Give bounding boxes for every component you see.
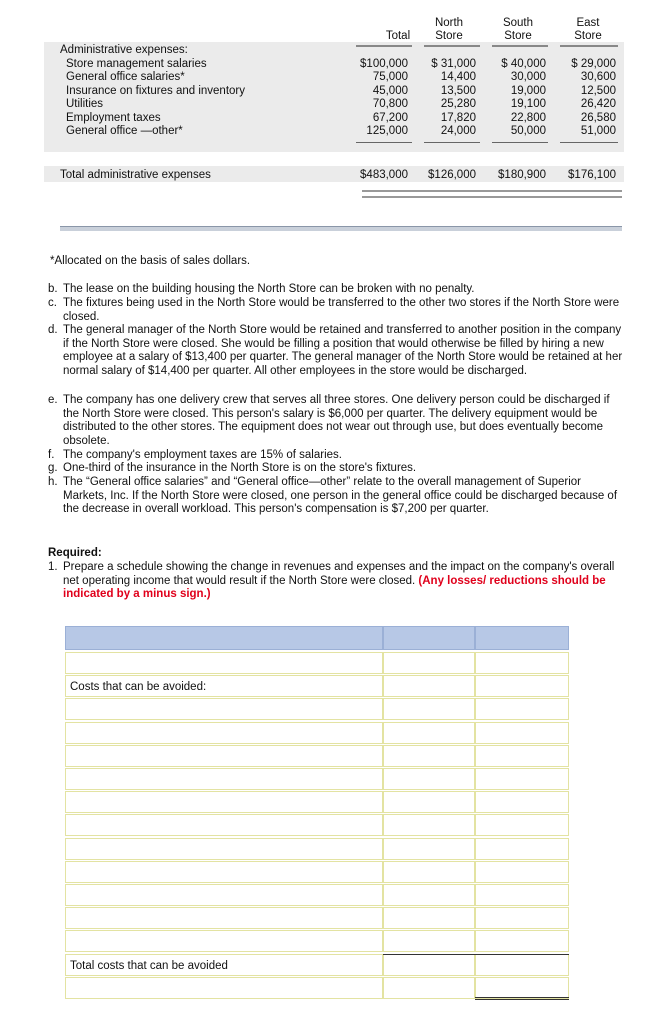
cell-north: 17,820 xyxy=(440,112,476,124)
note-text: The fixtures being used in the North Store would be transferred to the other two stores if the North Store were closed. xyxy=(63,297,620,323)
section-label-row xyxy=(44,44,624,56)
grid-label-cell[interactable] xyxy=(65,675,383,697)
cell-total: $100,000 xyxy=(360,58,408,70)
grid-label-cell[interactable] xyxy=(65,698,383,720)
grid-label-cell[interactable] xyxy=(65,884,383,906)
header-north-line2: Store xyxy=(435,30,463,42)
table-row xyxy=(44,85,624,97)
cell-east: $ 29,000 xyxy=(571,58,616,70)
cell-north: 24,000 xyxy=(440,125,476,137)
grid-amount-cell[interactable] xyxy=(475,698,569,720)
total-costs-avoided-label: Total costs that can be avoided xyxy=(70,959,228,972)
grid-amount-cell[interactable] xyxy=(475,768,569,790)
header-south-line1: South xyxy=(502,17,534,29)
costs-avoided-label: Costs that can be avoided: xyxy=(70,681,207,694)
grid-label-cell[interactable] xyxy=(65,907,383,929)
grid-amount-cell[interactable] xyxy=(383,698,475,720)
grid-amount-cell[interactable] xyxy=(475,722,569,744)
grid-label-cell[interactable] xyxy=(65,791,383,813)
required-instruction: Prepare a schedule showing the change in revenues and expenses and the impact on the company's overall net operating income that would result if the North Store were closed. xyxy=(63,561,615,587)
header-east xyxy=(560,17,616,43)
note-letter: h. xyxy=(48,476,58,488)
cell-total: 125,000 xyxy=(366,125,408,137)
grid-amount-cell[interactable] xyxy=(383,814,475,836)
cell-east: 51,000 xyxy=(580,125,616,137)
row-label: General office salaries* xyxy=(66,71,185,83)
grid-amount-cell[interactable] xyxy=(383,745,475,767)
grid-amount-cell[interactable] xyxy=(383,675,475,697)
header-south-line2: Store xyxy=(504,30,532,42)
cell-south: 22,800 xyxy=(510,112,546,124)
required-title: Required: xyxy=(48,547,102,559)
grid-amount-cell[interactable] xyxy=(475,745,569,767)
subtotal-line xyxy=(356,142,412,143)
total-sum-line xyxy=(383,954,569,955)
grid-amount-cell[interactable] xyxy=(383,722,475,744)
note-text: The “General office salaries” and “General office—other” relate to the overall management of Superior Markets, Inc. If the North Store were closed, one person in the general office could be discharged because of the decrease in overall workload. This person's compensation is $7,200 per quarter. xyxy=(63,476,618,516)
note-text: One-third of the insurance in the North Store is on the store's fixtures. xyxy=(63,462,417,474)
grid-amount-cell[interactable] xyxy=(383,907,475,929)
cell-total: 67,200 xyxy=(372,112,408,124)
grid-amount-cell[interactable] xyxy=(475,861,569,883)
cell-north: 14,400 xyxy=(440,71,476,83)
grid-header-col2 xyxy=(475,626,569,650)
table-row xyxy=(44,125,624,137)
grid-label-cell[interactable] xyxy=(65,861,383,883)
double-underline xyxy=(362,190,622,192)
cell-east: 26,580 xyxy=(580,112,616,124)
grid-amount-cell[interactable] xyxy=(475,675,569,697)
cell-total: 45,000 xyxy=(372,85,408,97)
note-letter: c. xyxy=(48,297,57,309)
total-label: Total administrative expenses xyxy=(60,169,211,181)
cell-south: $ 40,000 xyxy=(501,58,546,70)
grid-amount-cell[interactable] xyxy=(475,814,569,836)
grid-header-col1 xyxy=(383,626,475,650)
required-warning: (Any losses/ reductions should be indicated by a minus sign.) xyxy=(63,574,606,601)
note-text: The general manager of the North Store would be retained and transferred to another position in the company if the North Store were closed. She would be filling a position that would otherwise be filled by hiring a new employee at a salary of $13,400 per quarter. The general manager of the North Store would be retained at her normal salary of $14,400 per quarter. All other employees in the store would be discharged. xyxy=(63,324,623,377)
section-label: Administrative expenses: xyxy=(60,44,188,56)
cell-north: 25,280 xyxy=(440,98,476,110)
cell-north: 13,500 xyxy=(440,85,476,97)
grid-amount-cell[interactable] xyxy=(475,652,569,674)
footnote: *Allocated on the basis of sales dollars. xyxy=(50,255,251,267)
cell-south: 19,100 xyxy=(510,98,546,110)
table-row xyxy=(44,98,624,110)
grid-label-cell[interactable] xyxy=(65,652,383,674)
cell-south: 19,000 xyxy=(510,85,546,97)
grid-amount-cell[interactable] xyxy=(383,768,475,790)
required-number: 1. xyxy=(48,561,58,573)
grid-label-cell[interactable] xyxy=(65,954,383,976)
note-letter: e. xyxy=(48,394,58,406)
answer-grid xyxy=(65,626,569,999)
required-body xyxy=(63,561,623,602)
cell-east: 12,500 xyxy=(580,85,616,97)
header-south xyxy=(490,17,546,43)
grid-amount-cell[interactable] xyxy=(383,930,475,952)
total-cell-east: $176,100 xyxy=(568,169,616,181)
row-label: Employment taxes xyxy=(66,112,161,124)
grid-label-cell[interactable] xyxy=(65,930,383,952)
note-text: The company has one delivery crew that serves all three stores. One delivery person could be discharged if the North Store were closed. This person's salary is $6,000 per quarter. The delivery equipment would be distributed to the other stores. The equipment does not wear out through use, but does eventually become obsolete. xyxy=(63,394,610,447)
total-cell-south: $180,900 xyxy=(498,169,546,181)
grid-amount-cell[interactable] xyxy=(475,838,569,860)
grid-amount-cell[interactable] xyxy=(383,791,475,813)
cell-south: 50,000 xyxy=(510,125,546,137)
cell-east: 30,600 xyxy=(580,71,616,83)
table-row xyxy=(44,112,624,124)
total-cell-north: $126,000 xyxy=(428,169,476,181)
header-north-line1: North xyxy=(434,17,464,29)
cell-total: 70,800 xyxy=(372,98,408,110)
total-row xyxy=(44,169,624,181)
total-cell-total: $483,000 xyxy=(360,169,408,181)
grid-amount-cell[interactable] xyxy=(383,861,475,883)
note-letter: f. xyxy=(48,449,55,461)
grid-label-cell[interactable] xyxy=(65,745,383,767)
row-label: Insurance on fixtures and inventory xyxy=(66,85,245,97)
grid-amount-cell[interactable] xyxy=(475,930,569,952)
grid-amount-cell[interactable] xyxy=(383,652,475,674)
double-underline xyxy=(362,196,622,198)
cell-north: $ 31,000 xyxy=(431,58,476,70)
grid-amount-cell[interactable] xyxy=(475,907,569,929)
cell-south: 30,000 xyxy=(510,71,546,83)
note-text: The lease on the building housing the North Store can be broken with no penalty. xyxy=(63,283,475,295)
total-double-line xyxy=(475,997,569,998)
grid-amount-cell[interactable] xyxy=(475,954,569,976)
grid-amount-cell[interactable] xyxy=(383,884,475,906)
table-row xyxy=(44,58,624,70)
note-letter: g. xyxy=(48,462,58,474)
subtotal-line xyxy=(492,142,548,143)
header-total: Total xyxy=(385,30,411,42)
cell-total: 75,000 xyxy=(372,71,408,83)
subtotal-line xyxy=(424,142,480,143)
header-east-line2: Store xyxy=(574,30,602,42)
grid-label-cell[interactable] xyxy=(65,977,383,999)
cell-east: 26,420 xyxy=(580,98,616,110)
row-label: General office —other* xyxy=(66,125,183,137)
note-letter: d. xyxy=(48,324,58,336)
header-north xyxy=(422,17,476,43)
total-double-line xyxy=(475,999,569,1000)
note-letter: b. xyxy=(48,283,58,295)
subtotal-line xyxy=(560,142,618,143)
row-label: Utilities xyxy=(66,98,104,110)
table-row xyxy=(44,71,624,83)
header-east-line1: East xyxy=(576,17,600,29)
grid-amount-cell[interactable] xyxy=(383,954,475,976)
divider-bar xyxy=(60,226,622,231)
grid-header-label xyxy=(65,626,383,650)
row-label: Store management salaries xyxy=(66,58,207,70)
grid-amount-cell[interactable] xyxy=(475,884,569,906)
grid-label-cell[interactable] xyxy=(65,768,383,790)
grid-label-cell[interactable] xyxy=(65,722,383,744)
grid-amount-cell[interactable] xyxy=(383,977,475,999)
grid-amount-cell[interactable] xyxy=(475,791,569,813)
grid-amount-cell[interactable] xyxy=(475,977,569,999)
note-text: The company's employment taxes are 15% of salaries. xyxy=(63,449,342,461)
grid-amount-cell[interactable] xyxy=(383,838,475,860)
grid-label-cell[interactable] xyxy=(65,814,383,836)
grid-label-cell[interactable] xyxy=(65,838,383,860)
